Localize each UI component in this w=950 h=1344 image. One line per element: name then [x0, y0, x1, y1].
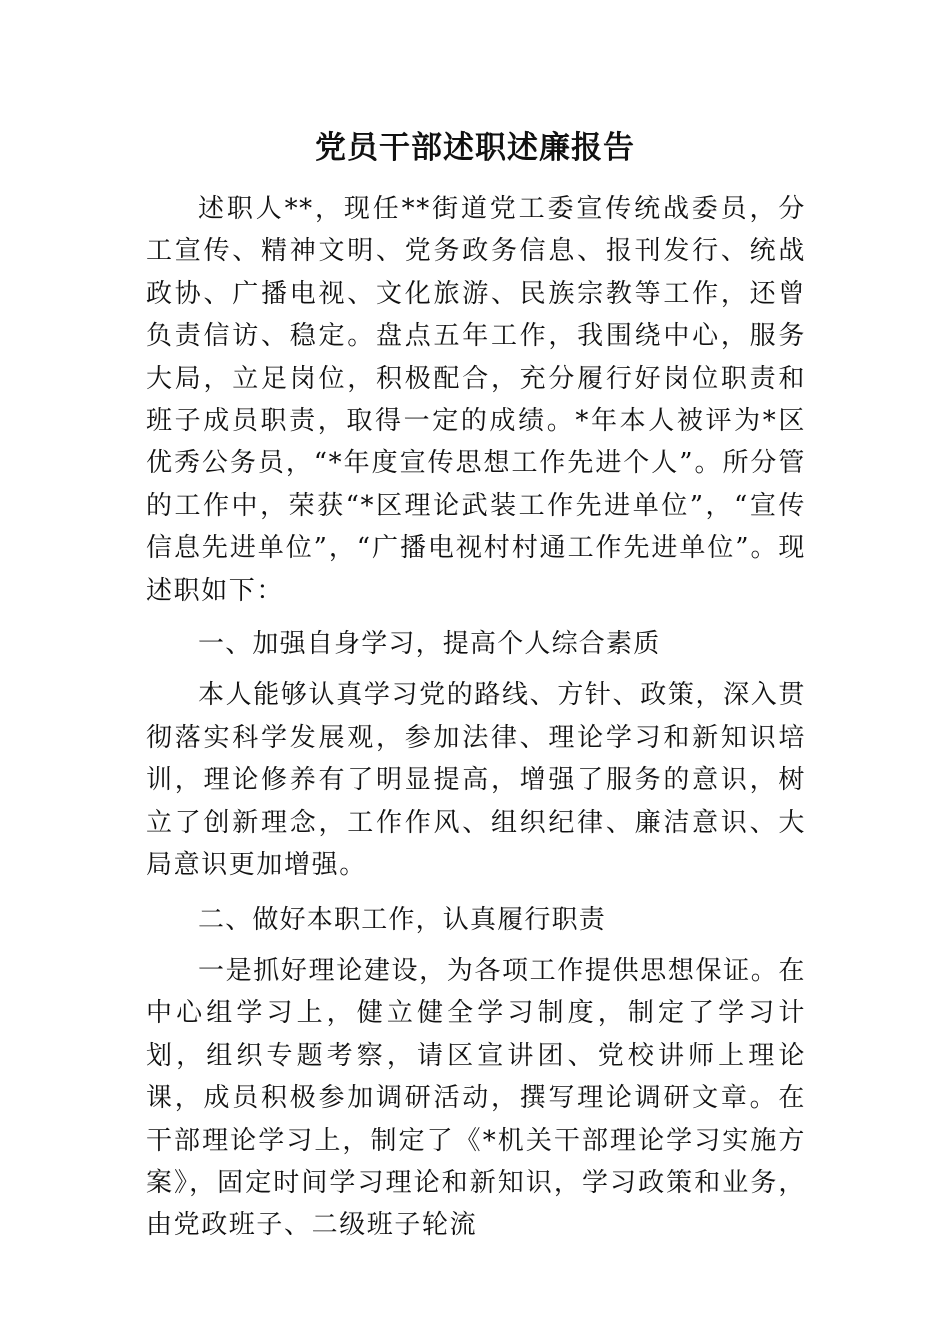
- section-heading-2: 二、做好本职工作，认真履行职责: [198, 904, 607, 935]
- intro-paragraph: 述职人**，现任**街道党工委宣传统战委员，分工宣传、精神文明、党务政务信息、报刊发行、统战政协、广播电视、文化旅游、民族宗教等工作，还曾负责信访、稳定。盘点五年工作，我围绕中心，服务大局，立足岗位，积极配合，充分履行好岗位职责和班子成员职责，取得一定的成绩。*年本人被评为*区优秀公务员，“*年度宣传思想工作先进个人”。所分管的工作中，荣获“*区理论武装工作先进单位”，“宣传信息先进单位”，“广播电视村村通工作先进单位”。现述职如下：: [146, 194, 806, 606]
- section-heading-1: 一、加强自身学习，提高个人综合素质: [198, 629, 661, 660]
- document-body: [146, 188, 806, 1247]
- section-2-paragraph: 一是抓好理论建设，为各项工作提供思想保证。在中心组学习上，健立健全学习制度，制定了学习计划，组织专题考察，请区宣讲团、党校讲师上理论课，成员积极参加调研活动，撰写理论调研文章。在干部理论学习上，制定了《*机关干部理论学习实施方案》，固定时间学习理论和新知识，学习政策和业务，由党政班子、二级班子轮流: [146, 955, 806, 1241]
- document-title: 党员干部述职述廉报告: [315, 130, 635, 166]
- section-1-paragraph: 本人能够认真学习党的路线、方针、政策，深入贯彻落实科学发展观，参加法律、理论学习和新知识培训，理论修养有了明显提高，增强了服务的意识，树立了创新理念，工作作风、组织纪律、廉洁意识、大局意识更加增强。: [146, 680, 806, 881]
